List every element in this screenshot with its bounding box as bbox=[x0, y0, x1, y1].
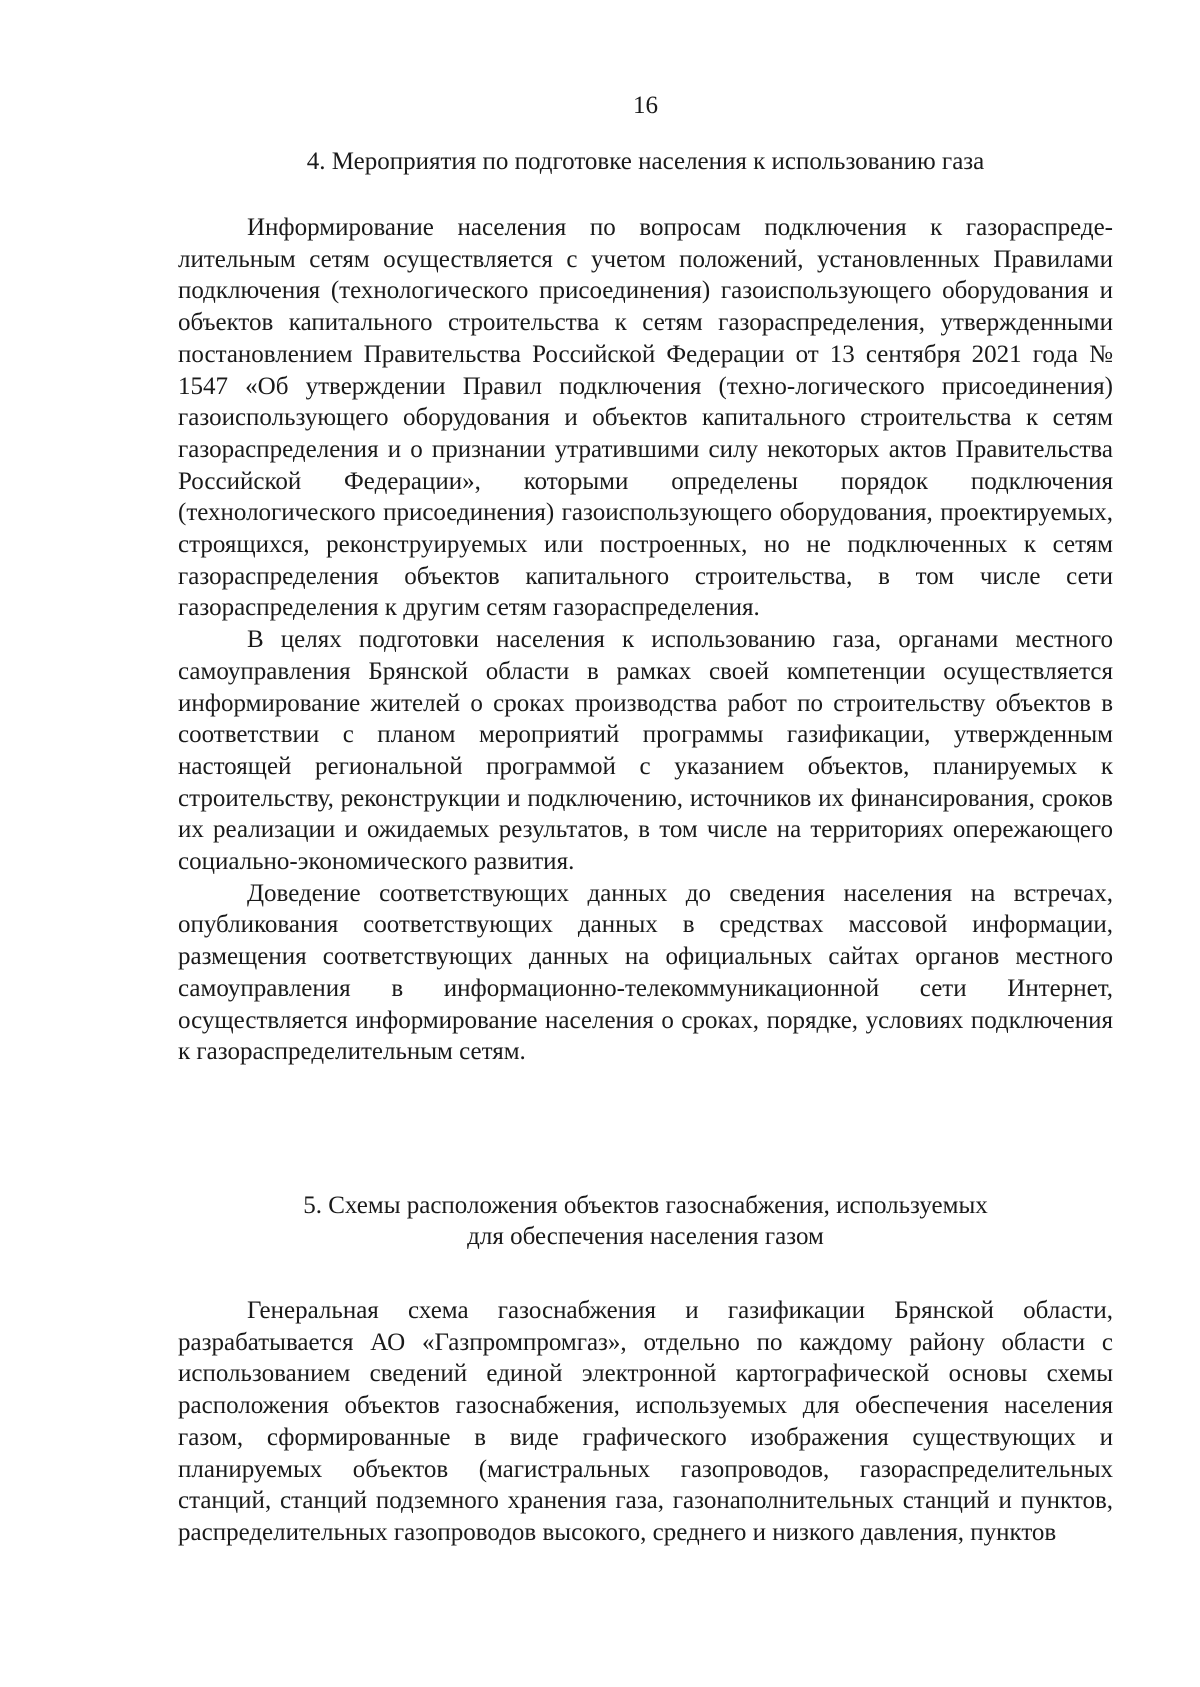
section-4-paragraph-2: В целях подготовки населения к использованию газа, органами местного самоуправления Брянской области в рамках своей компетенции осуществляется информирование жителей о сроках производства работ по строительству объектов в соответствии с планом мероприятий программы газификации, утвержденным настоящей региональной программой с указанием объектов, планируемых к строительству, реконструкции и подключению, источников их финансирования, сроков их реализации и ожидаемых результатов, в том числе на территориях опережающего социально-экономического развития. bbox=[178, 626, 1113, 876]
section-4-heading: 4. Мероприятия по подготовке населения к использованию газа bbox=[306, 148, 985, 175]
section-5-body bbox=[178, 1295, 1113, 1549]
section-4-paragraph-1: Информирование населения по вопросам подключения к газораспределительным сетям осуществляется с учетом положений, установленных Правилами подключения (технологического присоединения) газоиспользующего оборудования и объектов капитального строительства к сетям газораспределения, утвержденными постановлением Правительства Российской Федерации от 13 сентября 2021 года № 1547 «Об утверждении Правил подключения (техно-логического присоединения) газоиспользующего оборудования и объектов капитального строительства к сетям газораспределения и о признании утратившими силу некоторых актов Правительства Российской Федерации», которыми определены порядок подключения (технологического присоединения) газоиспользующего оборудования, проектируемых, строящихся, реконструируемых или построенных, но не подключенных к сетям газораспределения объектов капитального строительства, в том числе сети газораспределения к другим сетям газораспределения. bbox=[178, 214, 1113, 622]
section-5-heading-line-1: 5. Схемы расположения объектов газоснабжения, используемых bbox=[303, 1192, 988, 1219]
page-number: 16 bbox=[633, 92, 658, 119]
section-4-paragraph-3: Доведение соответствующих данных до сведения населения на встречах, опубликования соответствующих данных в средствах массовой информации, размещения соответствующих данных на официальных сайтах органов местного самоуправления в информационно-телекоммуникационной сети Интернет, осуществляется информирование населения о сроках, порядке, условиях подключения к газораспределительным сетям. bbox=[178, 879, 1113, 1066]
section-4-body bbox=[178, 212, 1113, 1068]
section-5-heading-line-2: для обеспечения населения газом bbox=[467, 1223, 824, 1250]
section-5-heading bbox=[178, 1190, 1113, 1252]
section-5-paragraph-1: Генеральная схема газоснабжения и газификации Брянской области, разрабатывается АО «Газпромпромгаз», отдельно по каждому району области с использованием сведений единой электронной картографической основы схемы расположения объектов газоснабжения, используемых для обеспечения населения газом, сформированные в виде графического изображения существующих и планируемых объектов (магистральных газопроводов, газораспределительных станций, станций подземного хранения газа, газонаполнительных станций и пунктов, распределительных газопроводов высокого, среднего и низкого давления, пунктов bbox=[178, 1297, 1113, 1546]
